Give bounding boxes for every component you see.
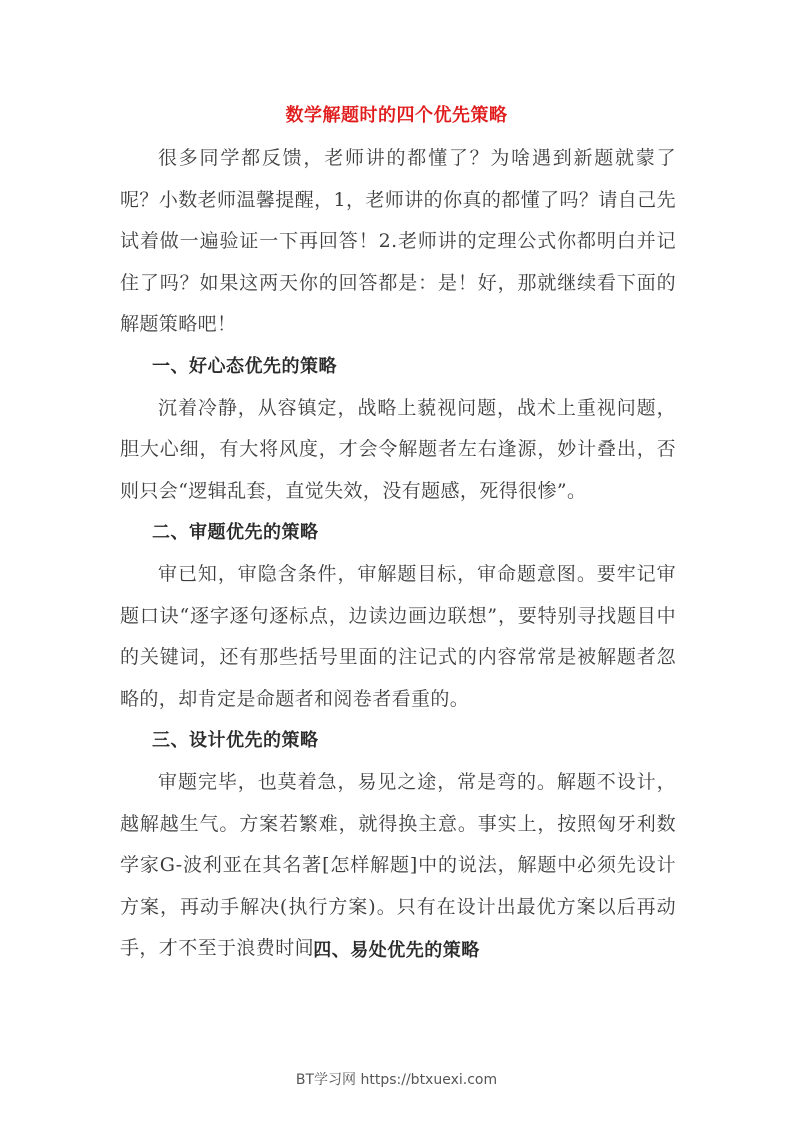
section-body-2: 审已知，审隐含条件，审解题目标，审命题意图。要牢记审题口诀“逐字逐句逐标点，边读边画边联想”，要特别寻找题目中的关键词，还有那些括号里面的注记式的内容常常是被解题者忽略的，却肯定是命题者和阅卷者看重的。 [120, 562, 676, 710]
document-title: 数学解题时的四个优先策略 [285, 105, 508, 126]
intro-paragraph: 很多同学都反馈，老师讲的都懂了？为啥遇到新题就蒙了呢？小数老师温馨提醒，1，老师讲的你真的都懂了吗？请自己先试着做一遍验证一下再回答！2.老师讲的定理公式你都明白并记住了吗？如果这两天你的回答都是：是！好，那就继续看下面的解题策略吧！ [120, 147, 676, 336]
section-heading-4: 四、易处优先的策略 [313, 940, 480, 961]
document-body [120, 138, 676, 970]
section-body-3: 审题完毕，也莫着急，易见之途，常是弯的。解题不设计，越解越生气。方案若繁难，就得换主意。事实上，按照匈牙利数学家G-波利亚在其名著[怎样解题]中的说法，解题中必须先设计方案，再动手解决(执行方案)。只有在设计出最优方案以后再动手，才不至于浪费时间。 [120, 770, 676, 960]
section-heading-2: 二、审题优先的策略 [152, 522, 319, 544]
section-heading-3: 三、设计优先的策略 [152, 730, 319, 752]
footer-watermark: BT学习网 https://btxuexi.com [295, 1072, 498, 1088]
section-body-1: 沉着冷静，从容镇定，战略上藐视问题，战术上重视问题，胆大心细，有大将风度，才会令解题者左右逢源，妙计叠出，否则只会“逻辑乱套，直觉失效，没有题感，死得很惨”。 [120, 396, 676, 502]
section-heading-1: 一、好心态优先的策略 [152, 355, 337, 377]
